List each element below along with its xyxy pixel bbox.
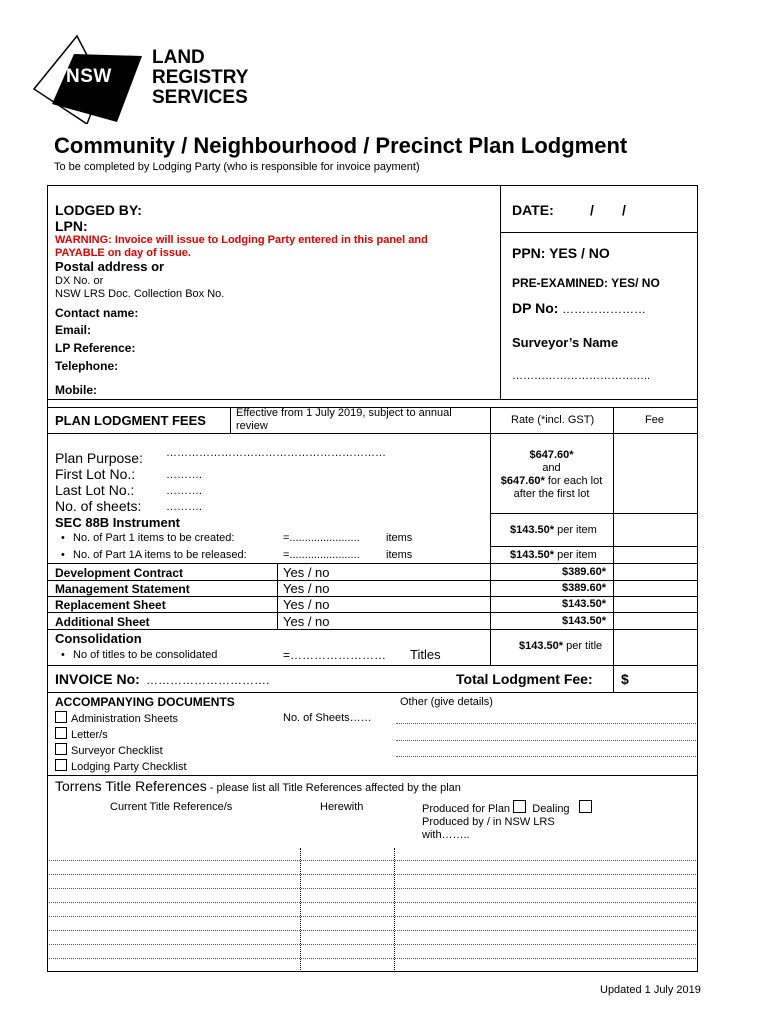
collection-box-label: NSW LRS Doc. Collection Box No. [55,288,225,300]
torrens-title [55,778,461,794]
rate-header: Rate (*incl. GST) [511,414,595,426]
consolidation-dots: =…………………… [283,648,387,662]
plan-rate-and: and [542,462,561,474]
logo-line-1: LAND [152,47,205,68]
fee-row-rate: $389.60* [561,566,606,578]
fees-title: PLAN LODGMENT FEES [55,413,206,428]
document-item[interactable] [55,727,108,741]
total-fee-dollar: $ [621,671,629,687]
postal-label: Postal address or [55,259,165,274]
no-of-sheets-label: No. of Sheets…… [283,712,372,724]
fee-row-label: Management Statement [55,582,190,596]
invoice-label: INVOICE No: [55,671,140,687]
consolidation-rate-unit: per title [563,640,603,652]
documents-title: ACCOMPANYING DOCUMENTS [55,695,235,709]
fee-row-choice: Yes / no [283,581,330,596]
sec88b-title: SEC 88B Instrument [55,515,180,530]
plan-purpose-dots: …………………………………………………… [166,447,386,459]
invoice-warning: WARNING: Invoice will issue to Lodging Party entered in this panel and PAYABLE on day of issue. [55,234,428,259]
fee-row-choice: Yes / no [283,565,330,580]
fee-row-label: Replacement Sheet [55,598,166,612]
sec88b-rate-2-unit: per item [554,549,597,561]
consolidation-titles-word: Titles [410,647,441,662]
torrens-note: - please list all Title References affected by the plan [206,782,461,794]
produced-by-label: Produced by / in NSW LRS [422,816,555,828]
lodged-by-label: LODGED BY: [55,202,142,218]
torrens-title-text: Torrens Title References [55,778,207,794]
lpn-label: LPN: [55,218,88,234]
plan-rate-each: for each lot [544,475,603,487]
dealing-checkbox[interactable] [579,800,592,813]
logo-line-2: REGISTRY [152,67,249,88]
part1a-items: items [386,549,413,561]
mobile-label: Mobile: [55,383,97,397]
part1-dots: =....................... [283,532,360,544]
date-slash-2: / [622,202,626,218]
checkbox[interactable] [55,743,67,755]
page-title: Community / Neighbourhood / Precinct Plan Lodgment [54,133,628,158]
produced-with-label: with…….. [422,829,470,841]
sheets-label: No. of sheets: [55,498,142,514]
sec88b-rate-1-amount: $143.50* [510,524,555,536]
lp-reference-label: LP Reference: [55,341,136,355]
fee-header: Fee [645,414,664,426]
produced-header [422,800,592,842]
herewith-header: Herewith [320,801,364,813]
fee-row-rate: $143.50* [561,598,606,610]
document-item[interactable] [55,743,163,757]
fee-row-rate: $389.60* [561,582,606,594]
invoice-dots: …………………………. [146,673,270,687]
date-slash-1: / [590,202,594,218]
document-item-label: Lodging Party Checklist [71,761,187,773]
contact-name-label: Contact name: [55,306,139,320]
surveyor-name-dots: ……………………………….. [512,370,651,382]
produced-for-plan-checkbox[interactable] [513,800,526,813]
plan-purpose-label: Plan Purpose: [55,450,143,466]
plan-rate [490,449,613,501]
checkbox[interactable] [55,759,67,771]
email-label: Email: [55,323,92,337]
total-fee-label: Total Lodgment Fee: [456,671,593,687]
document-item[interactable] [55,759,187,773]
plan-rate-after: after the first lot [513,488,590,500]
checkbox[interactable] [55,727,67,739]
surveyor-name-label: Surveyor’s Name [512,335,619,350]
fee-row-label: Additional Sheet [55,615,150,629]
dealing-label: Dealing [532,803,570,815]
logo-badge: NSW [66,66,112,87]
document-item-label: Letter/s [71,729,108,741]
part1-label: • No. of Part 1 items to be created: [73,532,234,544]
consolidation-title: Consolidation [55,631,142,646]
checkbox[interactable] [55,711,67,723]
document-item-label: Administration Sheets [71,713,178,725]
ppn-label: PPN: YES / NO [512,245,610,261]
dp-no-dots: ………………… [562,302,646,316]
other-details-label: Other (give details) [400,696,493,708]
fee-row-choice: Yes / no [283,597,330,612]
fee-row-choice: Yes / no [283,614,330,629]
fees-effective-note: Effective from 1 July 2019, subject to annual review [236,407,452,432]
logo-line-3: SERVICES [152,87,248,108]
sec88b-rate-1-unit: per item [554,524,597,536]
footer-updated: Updated 1 July 2019 [600,984,701,996]
fee-row-rate: $143.50* [561,615,606,627]
telephone-label: Telephone: [55,359,119,373]
consolidation-titles-label: • No of titles to be consolidated [73,649,217,661]
plan-rate-each-amount: $647.60* [500,475,545,487]
sec88b-rate-2-amount: $143.50* [510,549,555,561]
document-item-label: Surveyor Checklist [71,745,163,757]
produced-for-plan: Produced for Plan [422,803,511,815]
page-subtitle: To be completed by Lodging Party (who is responsible for invoice payment) [54,161,420,173]
current-title-header: Current Title Reference/s [110,801,233,813]
part1a-label: • No. of Part 1A items to be released: [73,549,247,561]
pre-examined-label: PRE-EXAMINED: YES/ NO [512,276,660,290]
dp-no-label: DP No: [512,300,559,316]
fee-row-label: Development Contract [55,566,184,580]
first-lot-dots: ………. [166,469,203,481]
date-label: DATE: [512,202,554,218]
part1-items: items [386,532,413,544]
dx-label: DX No. or [55,275,104,287]
consolidation-rate [519,640,602,652]
sheets-dots: ………. [166,501,203,513]
consolidation-rate-amount: $143.50* [519,640,564,652]
last-lot-dots: ………. [166,485,203,497]
plan-rate-amount: $647.60* [529,449,574,461]
last-lot-label: Last Lot No.: [55,482,135,498]
sec88b-rate-2 [510,549,597,561]
document-item[interactable] [55,711,178,725]
part1a-dots: =....................... [283,549,360,561]
nsw-lrs-logo [32,34,262,124]
first-lot-label: First Lot No.: [55,466,136,482]
sec88b-rate-1 [510,524,597,536]
